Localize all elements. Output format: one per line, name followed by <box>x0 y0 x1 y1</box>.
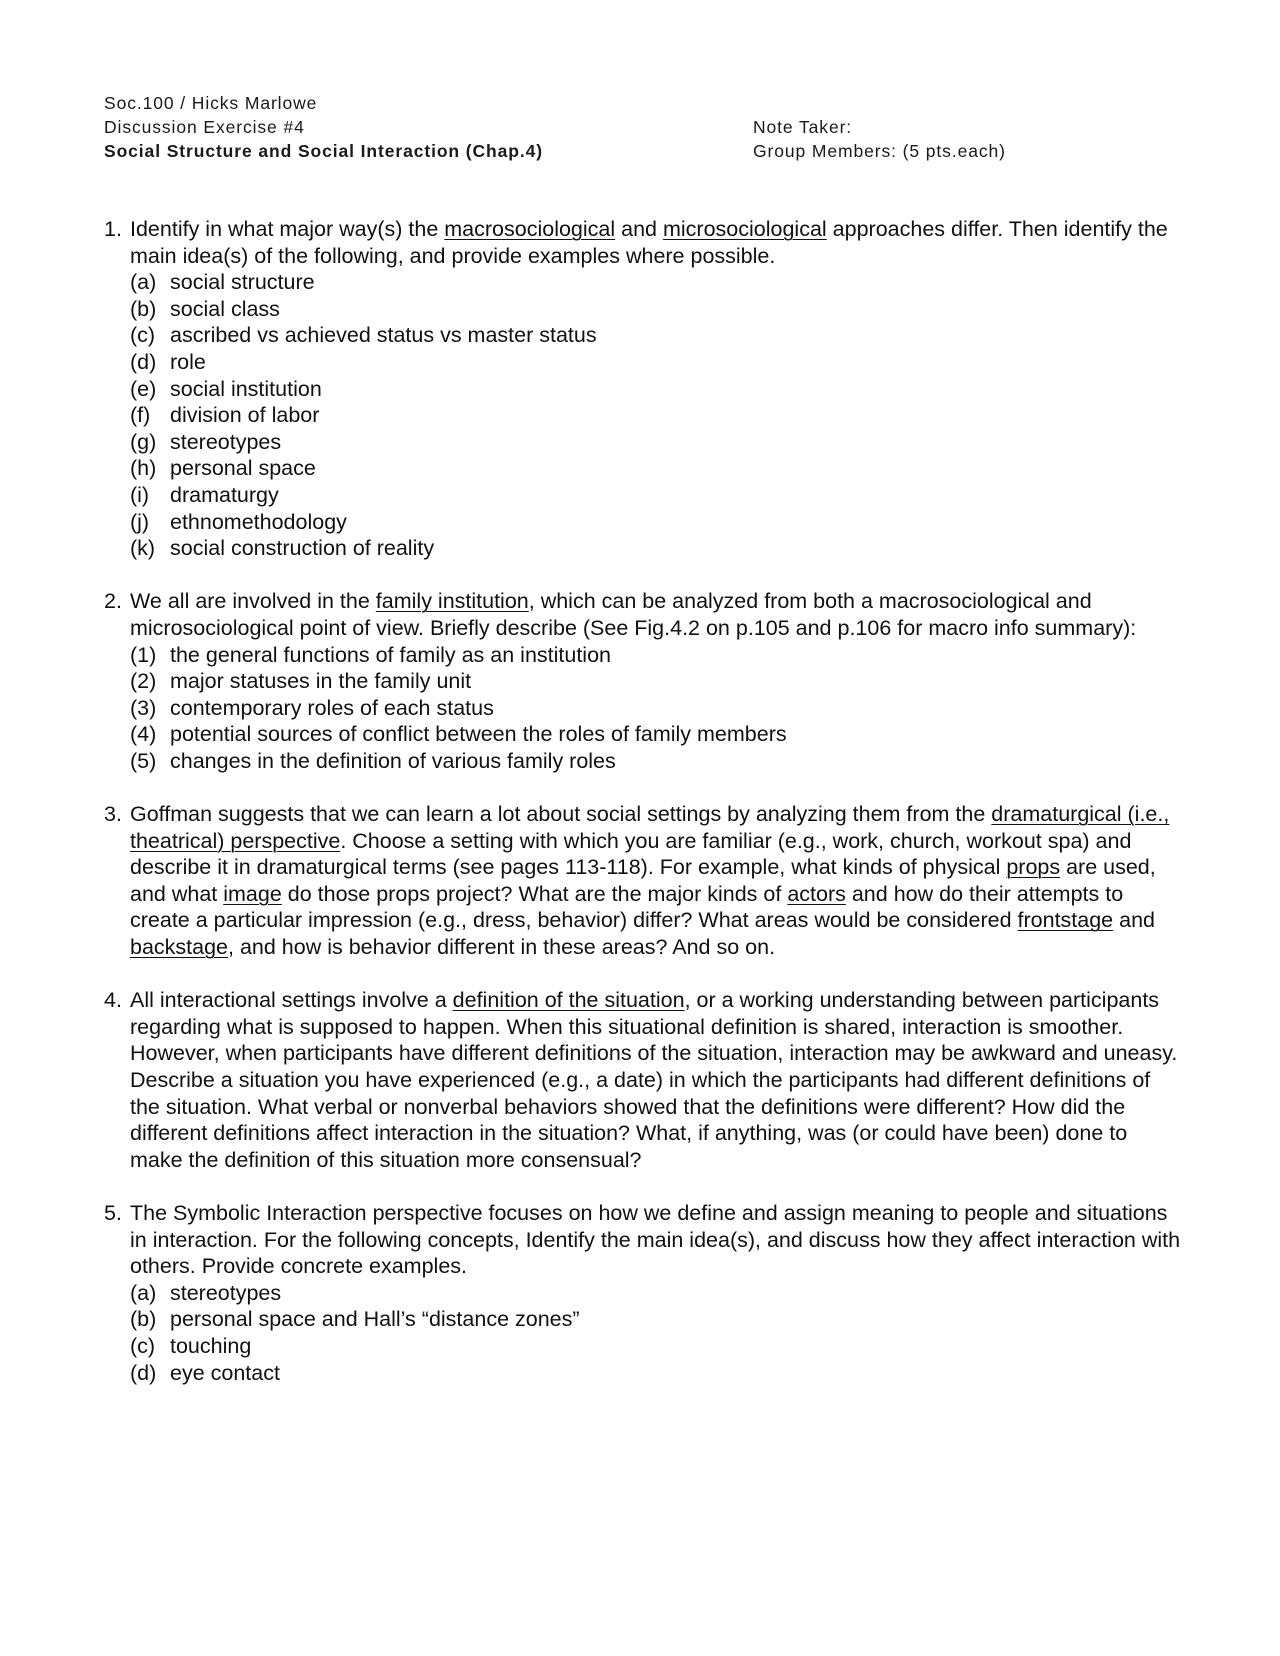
document-title: Social Structure and Social Interaction (Chap.4) <box>104 141 543 161</box>
text-segment: , which can be analyzed from both a macrosociological and microsociological point of view. Briefly describe (See Fig.4.2 on p.105 and p.106 for macro info summary): <box>130 589 1137 640</box>
question-number: 3. <box>104 802 122 827</box>
list-item-text: stereotypes <box>170 429 282 454</box>
list-item-label: (f) <box>130 403 151 428</box>
list-item-text: division of labor <box>170 403 320 428</box>
list-item-label: (d) <box>130 1360 157 1385</box>
list-item-text: ascribed vs achieved status vs master status <box>170 323 597 348</box>
list-item-text: social class <box>170 296 280 321</box>
text-segment: We all are involved in the <box>130 589 376 614</box>
list-item <box>130 322 1184 349</box>
list-item <box>130 455 1184 482</box>
list-item-text: personal space and Hall’s “distance zones” <box>170 1307 580 1332</box>
underlined-term: family institution <box>375 589 529 614</box>
underlined-term: frontstage <box>1017 908 1114 933</box>
list-item-text: dramaturgy <box>170 482 279 507</box>
list-item-label: (4) <box>130 722 157 747</box>
list-item <box>130 509 1184 536</box>
list-item <box>130 429 1184 456</box>
list-item-text: social structure <box>170 270 315 295</box>
list-item-label: (k) <box>130 536 156 561</box>
underlined-term: macrosociological <box>444 217 616 241</box>
underlined-term: backstage <box>130 935 229 960</box>
underlined-term: dramaturgical (i.e., theatrical) perspective <box>130 802 1170 853</box>
list-item <box>130 642 1184 669</box>
list-item-label: (e) <box>130 376 157 401</box>
question-text <box>130 987 1184 1173</box>
list-item-label: (c) <box>130 1333 156 1358</box>
list-item-label: (5) <box>130 748 157 773</box>
text-segment: do those props project? What are the major kinds of <box>281 881 788 906</box>
question-text <box>130 1200 1184 1280</box>
text-segment: and how do their attempts to create a particular impression (e.g., dress, behavior) differ? What areas would be considered <box>130 881 1124 933</box>
list-item <box>130 668 1184 695</box>
header-right <box>753 115 1006 163</box>
list-item <box>130 1280 1184 1307</box>
text-segment: and <box>615 217 663 241</box>
underlined-term: props <box>1006 855 1061 880</box>
list-item <box>130 402 1184 429</box>
list-item-label: (g) <box>130 429 157 454</box>
question-1 <box>104 216 1184 562</box>
list-item-text: potential sources of conflict between the roles of family members <box>170 722 787 747</box>
list-item-text: ethnomethodology <box>170 509 347 534</box>
list-item-text: contemporary roles of each status <box>170 695 494 720</box>
list-item-text: stereotypes <box>170 1280 282 1305</box>
question-number: 2. <box>104 589 122 614</box>
list-item <box>130 349 1184 376</box>
question-3 <box>104 801 1184 961</box>
underlined-term: definition of the situation <box>452 988 685 1013</box>
course-line: Soc.100 / Hicks Marlowe <box>104 93 318 113</box>
list-item-text: personal space <box>170 456 316 481</box>
list-item-label: (1) <box>130 642 157 667</box>
list-item <box>130 1306 1184 1333</box>
underlined-term: image <box>223 881 282 906</box>
text-segment: . Choose a setting with which you are familiar (e.g., work, church, workout spa) and describe it in dramaturgical terms (see pages 113-118). For example, what kinds of physical <box>130 828 1132 880</box>
exercise-line: Discussion Exercise #4 <box>104 117 305 137</box>
text-segment: All interactional settings involve a <box>130 988 453 1013</box>
list-item-text: major statuses in the family unit <box>170 669 472 694</box>
list-item-label: (2) <box>130 669 157 694</box>
question-number: 4. <box>104 988 122 1013</box>
sub-item-list <box>130 642 1184 775</box>
list-item-label: (3) <box>130 695 157 720</box>
text-segment: The Symbolic Interaction perspective focuses on how we define and assign meaning to people and situations in interaction. For the following concepts, Identify the main idea(s), and discuss how they affect interaction with others. Provide concrete examples. <box>130 1200 1181 1279</box>
sub-item-list <box>130 269 1184 562</box>
question-text <box>130 216 1184 269</box>
list-item-label: (a) <box>130 1280 157 1305</box>
list-item-label: (j) <box>130 509 150 534</box>
question-2 <box>104 588 1184 774</box>
question-list <box>104 216 1184 1413</box>
text-segment: , and how is behavior different in these areas? And so on. <box>228 935 776 960</box>
list-item-label: (d) <box>130 349 157 374</box>
note-taker-label: Note Taker: <box>753 117 853 137</box>
list-item <box>130 1360 1184 1387</box>
list-item-text: eye contact <box>170 1360 280 1385</box>
list-item-text: touching <box>170 1333 252 1358</box>
list-item <box>130 748 1184 775</box>
underlined-term: microsociological <box>662 217 827 241</box>
list-item <box>130 535 1184 562</box>
list-item <box>130 1333 1184 1360</box>
header-left <box>104 91 543 163</box>
list-item-label: (h) <box>130 456 157 481</box>
list-item-label: (i) <box>130 482 150 507</box>
sub-item-list <box>130 1280 1184 1386</box>
text-segment: are used, and what <box>130 855 1156 906</box>
list-item <box>130 482 1184 509</box>
list-item-label: (b) <box>130 1307 157 1332</box>
text-segment: and <box>1113 908 1155 933</box>
list-item-text: changes in the definition of various family roles <box>170 748 616 773</box>
text-segment: , or a working understanding between participants regarding what is supposed to happen. When this situational definition is shared, interaction is smoother. However, when participants have different definitions of the situation, interaction may be awkward and uneasy. Describe a situation you have experienced (e.g., a date) in which the participants had different definitions of the situation. What verbal or nonverbal behaviors showed that the definitions were different? How did the different definitions affect interaction in the situation? What, if anything, was (or could have been) done to make the definition of this situation more consensual? <box>130 988 1178 1172</box>
text-segment: Goffman suggests that we can learn a lot about social settings by analyzing them from the <box>130 802 992 827</box>
list-item-label: (a) <box>130 270 157 295</box>
text-segment: approaches differ. Then identify the main idea(s) of the following, and provide examples where possible. <box>130 217 1168 268</box>
list-item-text: the general functions of family as an institution <box>170 642 612 667</box>
list-item <box>130 296 1184 323</box>
question-text <box>130 588 1184 641</box>
question-number: 5. <box>104 1200 122 1225</box>
question-text <box>130 801 1184 961</box>
question-5 <box>104 1200 1184 1386</box>
question-number: 1. <box>104 217 122 241</box>
list-item-label: (c) <box>130 323 156 348</box>
group-members-label: Group Members: (5 pts.each) <box>753 141 1006 161</box>
list-item <box>130 695 1184 722</box>
list-item <box>130 269 1184 296</box>
list-item-text: social institution <box>170 376 322 401</box>
list-item <box>130 721 1184 748</box>
list-item-label: (b) <box>130 296 157 321</box>
text-segment: Identify in what major way(s) the <box>130 217 445 241</box>
list-item-text: social construction of reality <box>170 536 435 561</box>
question-4 <box>104 987 1184 1173</box>
list-item <box>130 376 1184 403</box>
underlined-term: actors <box>787 881 846 906</box>
list-item-text: role <box>170 349 206 374</box>
